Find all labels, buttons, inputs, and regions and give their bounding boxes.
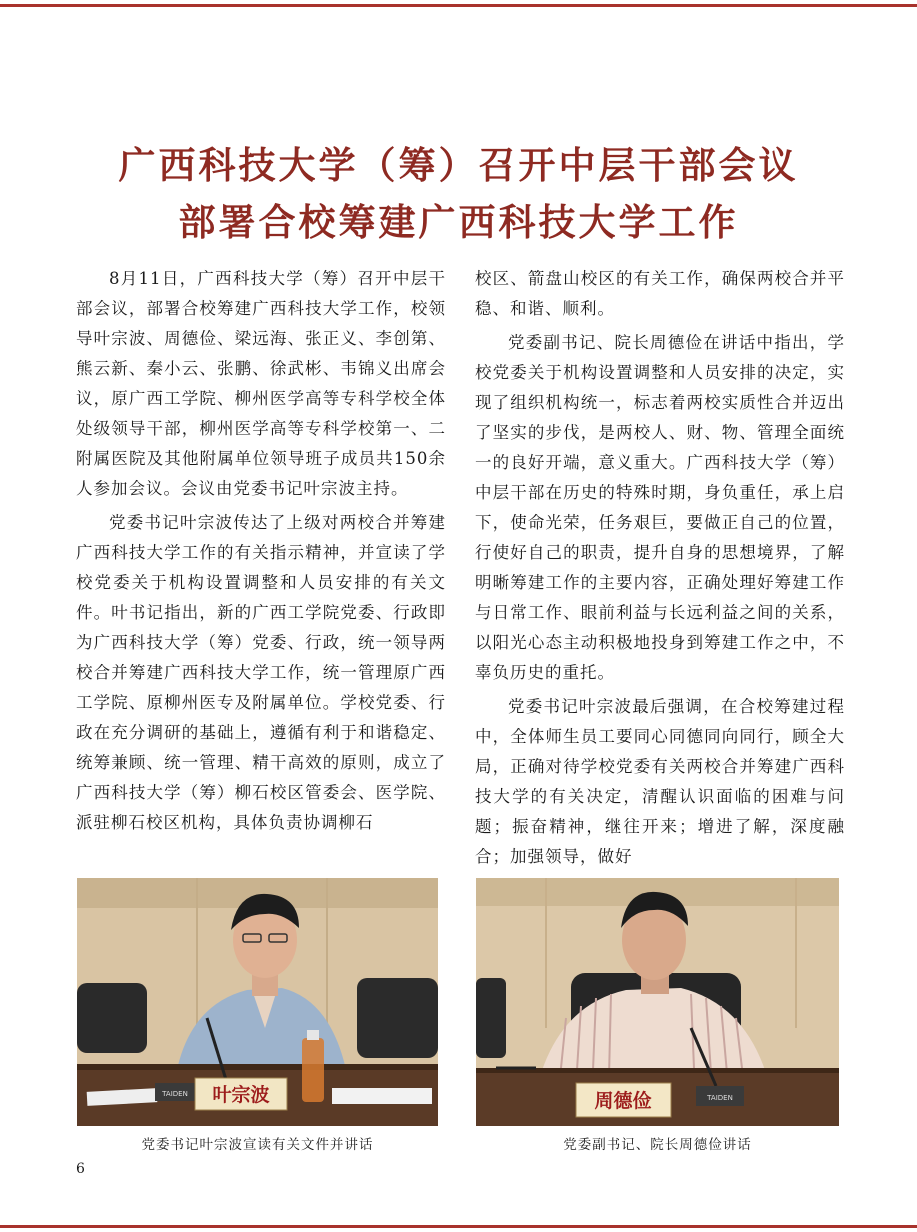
right-column	[475, 264, 845, 872]
mic-brand-text: TAIDEN	[707, 1094, 733, 1102]
paragraph: 党委书记叶宗波最后强调，在合校筹建过程中，全体师生员工要同心同德同向同行，顾全大局，正确对待学校党委有关两校合并筹建广西科技大学的有关决定，清醒认识面临的困难与问题；振奋精神，继往开来；增进了解，深度融合；加强领导，做好	[475, 697, 845, 866]
photo-caption-left: 党委书记叶宗波宣读有关文件并讲话	[141, 1137, 374, 1153]
photo-ye-zongbo	[77, 878, 438, 1126]
paragraph: 党委书记叶宗波传达了上级对两校合并筹建广西科技大学工作的有关指示精神，并宣读了学校党委关于机构设置调整和人员安排的有关文件。叶书记指出，新的广西工学院党委、行政即为广西科技大学（筹）党委、行政，统一领导两校合并筹建广西科技大学工作，统一管理原广西工学院、原柳州医专及附属单位。学校党委、行政在充分调研的基础上，遵循有利于和谐稳定、统筹兼顾、统一管理、精干高效的原则，成立了广西科技大学（筹）柳石校区管委会、医学院、派驻柳石校区机构，具体负责协调柳石	[76, 513, 446, 832]
left-column	[76, 264, 446, 838]
nameplate-text: 周德俭	[594, 1090, 652, 1112]
page-number: 6	[76, 1161, 85, 1177]
paragraph: 8月11日，广西科技大学（筹）召开中层干部会议，部署合校筹建广西科技大学工作，校领导叶宗波、周德俭、梁远海、张正义、李创第、熊云新、秦小云、张鹏、徐武彬、韦锦义出席会议，原广西工学院、柳州医学高等专科学校全体处级领导干部，柳州医学高等专科学校第一、二附属医院及其他附属单位领导班子成员共150余人参加会议。会议由党委书记叶宗波主持。	[76, 269, 446, 498]
article-title-line-1: 广西科技大学（筹）召开中层干部会议	[118, 143, 799, 187]
photo-zhou-dejian	[476, 878, 839, 1126]
mic-brand-text: TAIDEN	[162, 1090, 188, 1098]
photo-caption-right: 党委副书记、院长周德俭讲话	[563, 1137, 752, 1153]
bottom-rule	[0, 1225, 917, 1228]
top-rule	[0, 4, 917, 7]
nameplate-text: 叶宗波	[212, 1084, 270, 1106]
paragraph: 党委副书记、院长周德俭在讲话中指出，学校党委关于机构设置调整和人员安排的决定，实现了组织机构统一，标志着两校实质性合并迈出了坚实的步伐，是两校人、财、物、管理全面统一的良好开端，意义重大。广西科技大学（筹）中层干部在历史的特殊时期，身负重任，承上启下，使命光荣，任务艰巨，要做正自己的位置，行使好自己的职责，提升自身的思想境界，了解明晰筹建工作的主要内容，正确处理好筹建工作与日常工作、眼前利益与长远利益之间的关系，以阳光心态主动积极地投身到筹建工作之中，不辜负历史的重托。	[475, 333, 845, 682]
article-title-line-2: 部署合校筹建广西科技大学工作	[178, 200, 739, 244]
paragraph-continued: 校区、箭盘山校区的有关工作，确保两校合并平稳、和谐、顺利。	[475, 269, 845, 318]
